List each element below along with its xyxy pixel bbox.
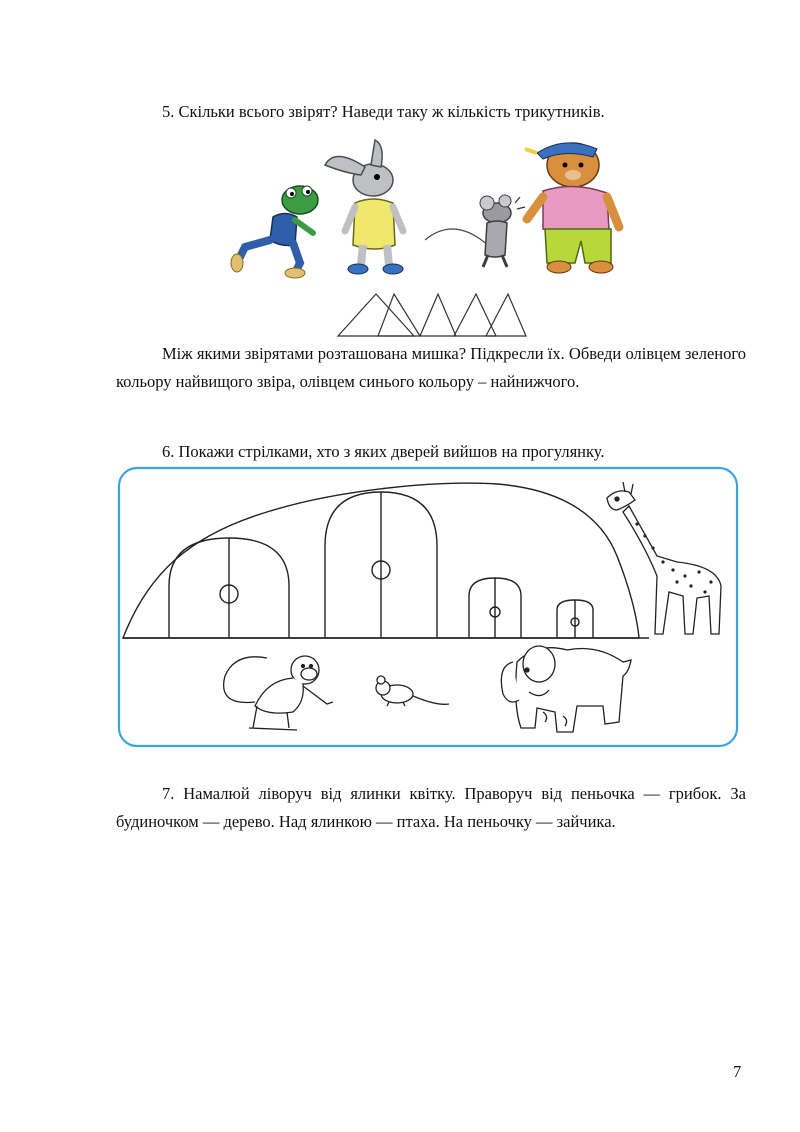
triangle: [420, 294, 456, 336]
triangle: [338, 294, 414, 336]
triangle: [378, 294, 420, 336]
task5-paragraph: Між якими звірятами розташована мишка? Підкресли їх. Обведи олівцем зеленого кольору найвищого звіра, олівцем синього кольору – найнижчого.: [116, 344, 746, 391]
task6-doors-illustration: [117, 466, 739, 748]
task5-animals-illustration: [225, 135, 645, 285]
rabbit-icon: [325, 140, 403, 274]
task7-paragraph: 7. Намалюй ліворуч від ялинки квітку. Праворуч від пеньочка — грибок. За будиночком — дерево. Над ялинкою — птаха. На пеньочку — зайчика.: [116, 784, 746, 831]
bear-icon: [525, 143, 619, 273]
task6-question: 6. Покажи стрілками, хто з яких дверей вийшов на прогулянку.: [162, 442, 605, 461]
triangle: [486, 294, 526, 336]
frame: [119, 468, 737, 746]
mouse-icon: [480, 195, 525, 267]
frog-icon: [231, 186, 318, 278]
page-number: 7: [733, 1062, 742, 1081]
task5-question: 5. Скільки всього звірят? Наведи таку ж кількість трикутників.: [162, 102, 605, 121]
elephant-icon: [501, 646, 631, 732]
triangles-row: [336, 292, 528, 338]
